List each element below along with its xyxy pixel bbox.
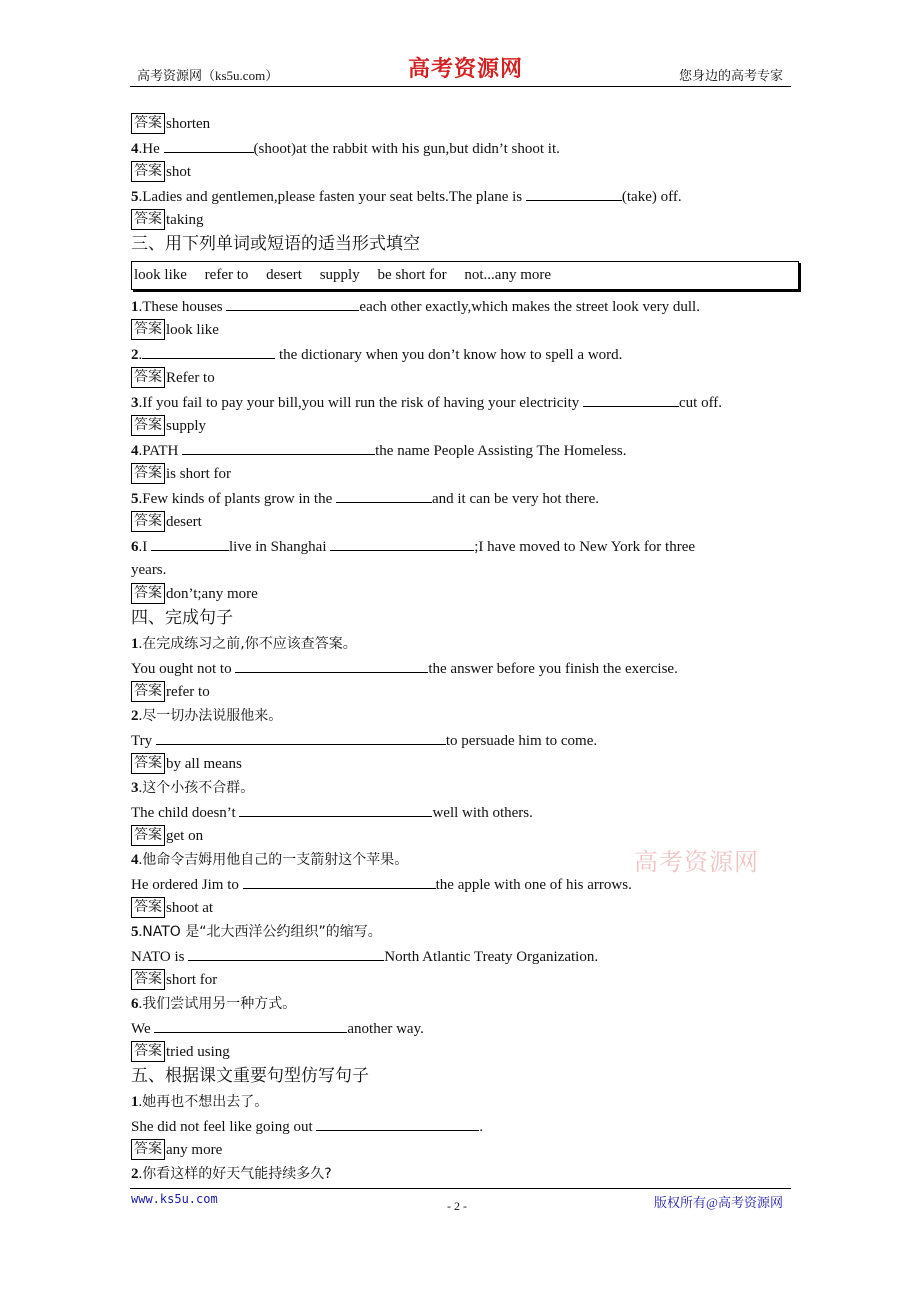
answer-blank [330,534,474,551]
answer-text: taking [166,212,204,228]
question-number: 4 [131,852,139,868]
answer-blank [156,728,446,745]
footer-website-link[interactable]: www.ks5u.com [131,1192,218,1206]
answer-tag: 答案 [131,209,165,230]
answer-tag: 答案 [131,1139,165,1160]
answer-blank [235,656,428,673]
question-text: We [131,1021,155,1037]
question-line [131,944,799,968]
answer-line [131,680,799,704]
answer-text: don’t;any more [166,586,258,602]
chinese-prompt: 这个小孩不合群。 [142,780,255,796]
answer-tag: 答案 [131,897,165,918]
question-text: the name People Assisting The Homeless. [375,443,627,459]
question-text: Ladies and gentlemen,please fasten your seat belts.The plane is [142,189,526,205]
answer-text: any more [166,1142,223,1158]
question-text: cut off. [679,395,723,411]
answer-text: desert [166,514,202,530]
answer-tag: 答案 [131,583,165,604]
question-text: (take) off. [621,189,682,205]
question-prompt: 1.在完成练习之前,你不应该查答案。 [131,636,357,652]
answer-text: look like [166,322,219,338]
question-line: 6.I live in Shanghai ;I have moved to New York for three [131,534,799,558]
answer-tag: 答案 [131,367,165,388]
question-text: to persuade him to come. [445,733,598,749]
question-line: 5.Ladies and gentlemen,please fasten your seat belts.The plane is (take) off. [131,184,799,208]
answer-line [131,208,799,232]
answer-tag: 答案 [131,113,165,134]
question-number: 6 [131,996,139,1012]
word-bank [131,261,799,290]
answer-blank [182,438,375,455]
question-number: 1 [131,636,139,652]
answer-line [131,1040,799,1064]
answer-blank [226,294,359,311]
answer-text: Refer to [166,370,215,386]
question-line: 4.PATH the name People Assisting The Homeless. [131,438,799,462]
answer-tag: 答案 [131,753,165,774]
question-prompt: 6.我们尝试用另一种方式。 [131,996,297,1012]
answer-tag: 答案 [131,825,165,846]
word-bank-item: look like [134,267,187,283]
answer-tag: 答案 [131,969,165,990]
question-text: He ordered Jim to [131,877,243,893]
answer-blank [164,136,254,153]
answer-blank [583,390,679,407]
question-text: the answer before you finish the exercise. [428,661,678,677]
answer-line [131,160,799,184]
question-text: the apple with one of his arrows. [435,877,632,893]
answer-line [131,582,799,606]
question-text: another way. [347,1021,424,1037]
question-text: Try [131,733,156,749]
word-bank-item: desert [266,267,302,283]
answer-text: shorten [166,116,211,132]
answer-text: tried using [166,1044,230,1060]
question-text: PATH [142,443,183,459]
question-text: the dictionary when you don’t know how to spell a word. [275,347,623,363]
answer-line [131,1138,799,1162]
question-prompt: 5.NATO 是“北大西洋公约组织”的缩写。 [131,924,382,940]
answer-blank [316,1114,479,1131]
question-line: 4.He (shoot)at the rabbit with his gun,but didn’t shoot it. [131,136,799,160]
question-number: 3 [131,395,139,411]
question-number: 1 [131,299,139,315]
answer-tag: 答案 [131,161,165,182]
question-prompt: 2.你看这样的好天气能持续多久? [131,1166,332,1182]
question-line [131,1114,799,1138]
question-text: I [142,539,151,555]
header-logo: 高考资源网 [408,56,524,82]
question-text: She did not feel like going out [131,1119,317,1135]
question-number: 3 [131,780,139,796]
question-text: The child doesn’t [131,805,240,821]
question-text: (shoot)at the rabbit with his gun,but didn’t shoot it. [253,141,560,157]
question-line [131,342,799,366]
answer-line [131,510,799,534]
answer-text: short for [166,972,218,988]
answer-blank [336,486,432,503]
question-line: 5.Few kinds of plants grow in the and it can be very hot there. [131,486,799,510]
question-line [131,800,799,824]
question-line: 3.If you fail to pay your bill,you will run the risk of having your electricity cut off. [131,390,799,414]
chinese-prompt: 他命令吉姆用他自己的一支箭射这个苹果。 [142,852,409,868]
question-number: 5 [131,491,139,507]
question-text: . [479,1119,484,1135]
question-number: 2 [131,708,139,724]
question-text: Few kinds of plants grow in the [142,491,336,507]
chinese-prompt: 你看这样的好天气能持续多久? [142,1166,332,1182]
answer-tag: 答案 [131,319,165,340]
answer-blank [142,342,275,359]
question-number: 5 [131,924,139,940]
answer-text: get on [166,828,204,844]
answer-tag: 答案 [131,1041,165,1062]
answer-line [131,968,799,992]
question-text: each other exactly,which makes the street look very dull. [359,299,700,315]
answer-blank [243,872,436,889]
document-body [131,112,799,1186]
question-text: He [142,141,164,157]
question-text: well with others. [432,805,533,821]
answer-line [131,112,799,136]
word-bank-item: refer to [204,267,249,283]
question-line: 1.These houses each other exactly,which makes the street look very dull. [131,294,799,318]
word-bank-item: not...any more [464,267,552,283]
question-number: 6 [131,539,139,555]
answer-line [131,462,799,486]
answer-text: shot [166,164,192,180]
answer-tag: 答案 [131,681,165,702]
word-bank-item: supply [319,267,360,283]
question-line [131,728,799,752]
question-number: 2 [131,347,139,363]
header-divider [130,86,791,87]
answer-line [131,896,799,920]
question-number: 5 [131,189,139,205]
section-title: 三、用下列单词或短语的适当形式填空 [131,234,420,254]
answer-text: shoot at [166,900,214,916]
question-text: ;I have moved to New York for three [474,539,696,555]
question-number: 4 [131,141,139,157]
answer-blank [188,944,384,961]
answer-tag: 答案 [131,415,165,436]
page-number: - 2 - [447,1199,467,1213]
question-text: These houses [142,299,227,315]
header-slogan: 您身边的高考专家 [678,68,783,83]
question-line: years. [131,562,167,578]
chinese-prompt: 她再也不想出去了。 [142,1094,269,1110]
answer-line [131,318,799,342]
footer-copyright: 版权所有@高考资源网 [654,1195,783,1210]
question-line [131,656,799,680]
answer-line [131,752,799,776]
question-text: and it can be very hot there. [431,491,599,507]
question-prompt: 2.尽一切办法说服他来。 [131,708,283,724]
word-bank-item: be short for [377,267,447,283]
question-text: North Atlantic Treaty Organization. [384,949,599,965]
section-title: 五、根据课文重要句型仿写句子 [131,1066,369,1086]
answer-blank [154,1016,347,1033]
answer-line [131,366,799,390]
question-prompt: 1.她再也不想出去了。 [131,1094,269,1110]
answer-text: is short for [166,466,231,482]
chinese-prompt: 尽一切办法说服他来。 [142,708,283,724]
question-number: 2 [131,1166,139,1182]
answer-blank [239,800,432,817]
footer-divider [130,1188,791,1189]
answer-blank [526,184,622,201]
question-number: 4 [131,443,139,459]
question-text: If you fail to pay your bill,you will run the risk of having your electricity [142,395,583,411]
answer-text: supply [166,418,207,434]
question-text: . [138,347,143,363]
watermark: 高考资源网 [634,848,759,876]
chinese-prompt: 我们尝试用另一种方式。 [142,996,297,1012]
question-prompt: 3.这个小孩不合群。 [131,780,255,796]
answer-tag: 答案 [131,511,165,532]
chinese-prompt: 在完成练习之前,你不应该查答案。 [142,636,357,652]
question-number: 1 [131,1094,139,1110]
question-text: live in Shanghai [229,539,331,555]
question-prompt: 4.他命令吉姆用他自己的一支箭射这个苹果。 [131,852,409,868]
section-title: 四、完成句子 [131,608,233,628]
header-site-name: 高考资源网（ks5u.com） [137,68,279,83]
question-text: NATO is [131,949,189,965]
question-line [131,1016,799,1040]
answer-text: refer to [166,684,210,700]
answer-blank [151,534,229,551]
answer-tag: 答案 [131,463,165,484]
answer-text: by all means [166,756,242,772]
answer-line [131,414,799,438]
chinese-prompt: NATO 是“北大西洋公约组织”的缩写。 [142,924,382,940]
question-text: You ought not to [131,661,236,677]
